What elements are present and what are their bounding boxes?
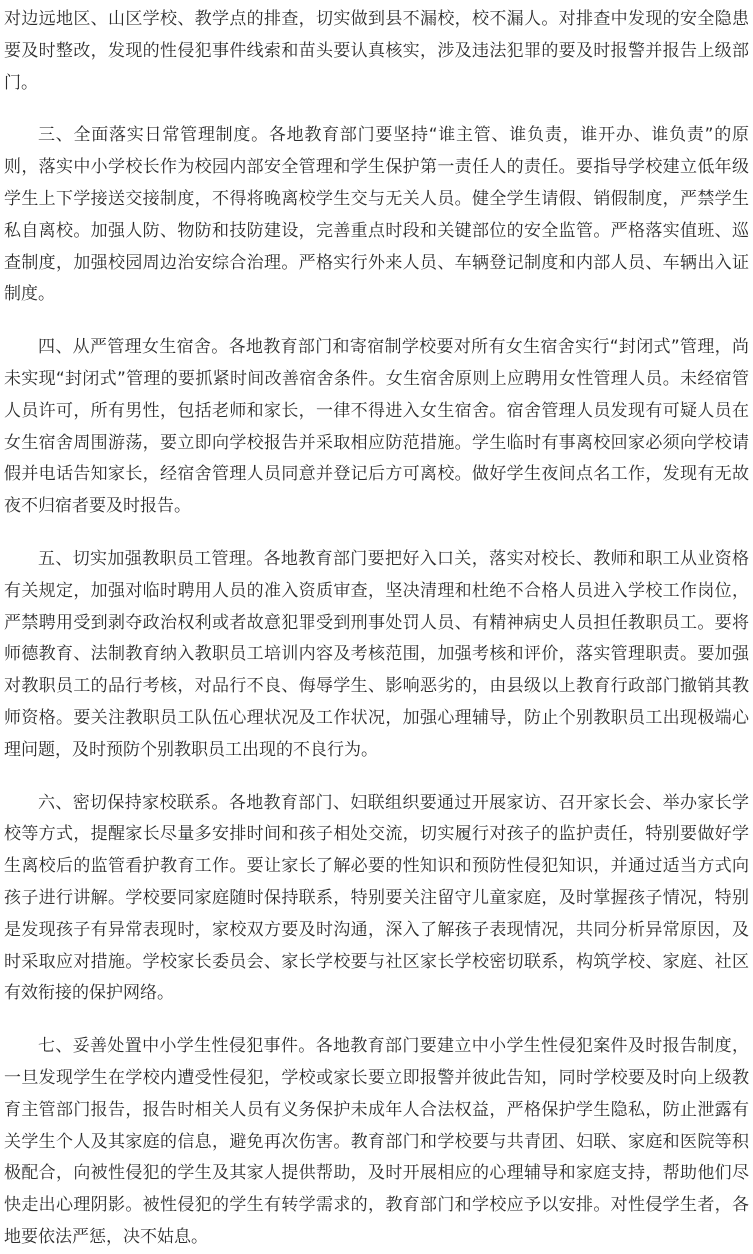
paragraph-continuation: 对边远地区、山区学校、教学点的排查，切实做到县不漏校，校不漏人。对排查中发现的安全隐患要及时整改，发现的性侵犯事件线索和苗头要认真核实，涉及违法犯罪的要及时报警并报告上级部门。	[4, 9, 749, 93]
paragraph-section-6: 六、密切保持家校联系。各地教育部门、妇联组织要通过开展家访、召开家长会、举办家长学校等方式，提醒家长尽量多安排时间和孩子相处交流，切实履行对孩子的监护责任，特别要做好学生离校后的监管看护教育工作。要让家长了解必要的性知识和预防性侵犯知识，并通过适当方式向孩子进行讲解。学校要同家庭随时保持联系，特别要关注留守儿童家庭，及时掌握孩子情况，特别是发现孩子有异常表现时，家校双方要及时沟通，深入了解孩子表现情况，共同分析异常原因，及时采取应对措施。学校家长委员会、家长学校要与社区家长学校密切联系，构筑学校、家庭、社区有效衔接的保护网络。	[4, 792, 749, 1004]
paragraph-section-5: 五、切实加强教职员工管理。各地教育部门要把好入口关，落实对校长、教师和职工从业资格有关规定，加强对临时聘用人员的准入资质审查，坚决清理和杜绝不合格人员进入学校工作岗位，严禁聘用受到剥夺政治权利或者故意犯罪受到刑事处罚人员、有精神病史人员担任教职员工。要将师德教育、法制教育纳入教职员工培训内容及考核范围，加强考核和评价，落实管理职责。要加强对教职员工的品行考核，对品行不良、侮辱学生、影响恶劣的，由县级以上教育行政部门撤销其教师资格。要关注教职员工队伍心理状况及工作状况，加强心理辅导，防止个别教职员工出现极端心理问题，及时预防个别教职员工出现的不良行为。	[4, 548, 749, 760]
paragraph-section-4: 四、从严管理女生宿舍。各地教育部门和寄宿制学校要对所有女生宿舍实行“封闭式”管理，尚未实现“封闭式”管理的要抓紧时间改善宿舍条件。女生宿舍原则上应聘用女性管理人员。未经宿管人员许可，所有男性，包括老师和家长，一律不得进入女生宿舍。宿舍管理人员发现有可疑人员在女生宿舍周围游荡，要立即向学校报告并采取相应防范措施。学生临时有事离校回家必须向学校请假并电话告知家长，经宿舍管理人员同意并登记后方可离校。做好学生夜间点名工作，发现有无故夜不归宿者要及时报告。	[4, 337, 749, 517]
paragraph-section-7: 七、妥善处置中小学生性侵犯事件。各地教育部门要建立中小学生性侵犯案件及时报告制度，一旦发现学生在学校内遭受性侵犯，学校或家长要立即报警并彼此告知，同时学校要及时向上级教育主管部门报告，报告时相关人员有义务保护未成年人合法权益，严格保护学生隐私，防止泄露有关学生个人及其家庭的信息，避免再次伤害。教育部门和学校要与共青团、妇联、家庭和医院等积极配合，向被性侵犯的学生及其家人提供帮助，及时开展相应的心理辅导和家庭支持，帮助他们尽快走出心理阴影。被性侵犯的学生有转学需求的，教育部门和学校应予以安排。对性侵学生者，各地要依法严惩，决不姑息。	[4, 1036, 749, 1247]
paragraph-section-3: 三、全面落实日常管理制度。各地教育部门要坚持“谁主管、谁负责，谁开办、谁负责”的原则，落实中小学校长作为校园内部安全管理和学生保护第一责任人的责任。要指导学校建立低年级学生上下学接送交接制度，不得将晚离校学生交与无关人员。健全学生请假、销假制度，严禁学生私自离校。加强人防、物防和技防建设，完善重点时段和关键部位的安全监管。严格落实值班、巡查制度，加强校园周边治安综合治理。严格实行外来人员、车辆登记制度和内部人员、车辆出入证制度。	[4, 125, 749, 305]
